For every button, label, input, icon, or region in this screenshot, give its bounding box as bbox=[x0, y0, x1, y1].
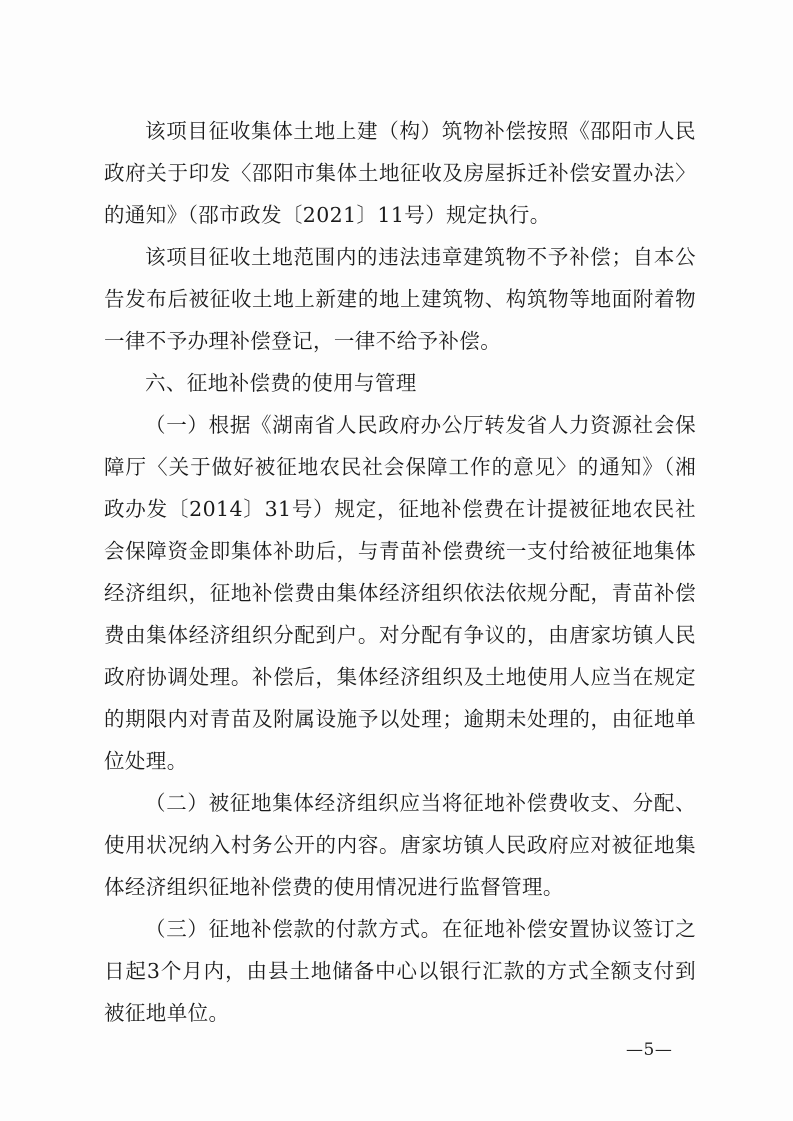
paragraph-item-two: （二）被征地集体经济组织应当将征地补偿费收支、分配、使用状况纳入村务公开的内容。唐家坊镇人民政府应对被征地集体经济组织征地补偿费的使用情况进行监督管理。 bbox=[104, 791, 696, 899]
paragraph-item-one: （一）根据《湖南省人民政府办公厅转发省人力资源社会保障厅〈关于做好被征地农民社会保障工作的意见〉的通知》（湘政办发〔2014〕31号）规定，征地补偿费在计提被征地农民社会保障资金即集体补助后，与青苗补偿费统一支付给被征地集体经济组织，征地补偿费由集体经济组织依法依规分配，青苗补偿费由集体经济组织分配到户。对分配有争议的，由唐家坊镇人民政府协调处理。补偿后，集体经济组织及土地使用人应当在规定的期限内对青苗及附属设施予以处理；逾期未处理的，由征地单位处理。 bbox=[104, 413, 696, 773]
paragraph-compensation-basis: 该项目征收集体土地上建（构）筑物补偿按照《邵阳市人民政府关于印发〈邵阳市集体土地征收及房屋拆迁补偿安置办法〉的通知》（邵市政发〔2021〕11号）规定执行。 bbox=[104, 119, 696, 227]
paragraph-item-three: （三）征地补偿款的付款方式。在征地补偿安置协议签订之日起3个月内，由县土地储备中心以银行汇款的方式全额支付到被征地单位。 bbox=[104, 917, 696, 1025]
paragraph-illegal-buildings: 该项目征收土地范围内的违法违章建筑物不予补偿；自本公告发布后被征收土地上新建的地上建筑物、构筑物等地面附着物一律不予办理补偿登记，一律不给予补偿。 bbox=[104, 245, 696, 353]
section-heading-six: 六、征地补偿费的使用与管理 bbox=[145, 371, 417, 395]
document-body bbox=[104, 110, 696, 1034]
page-number: —5— bbox=[626, 1040, 673, 1060]
